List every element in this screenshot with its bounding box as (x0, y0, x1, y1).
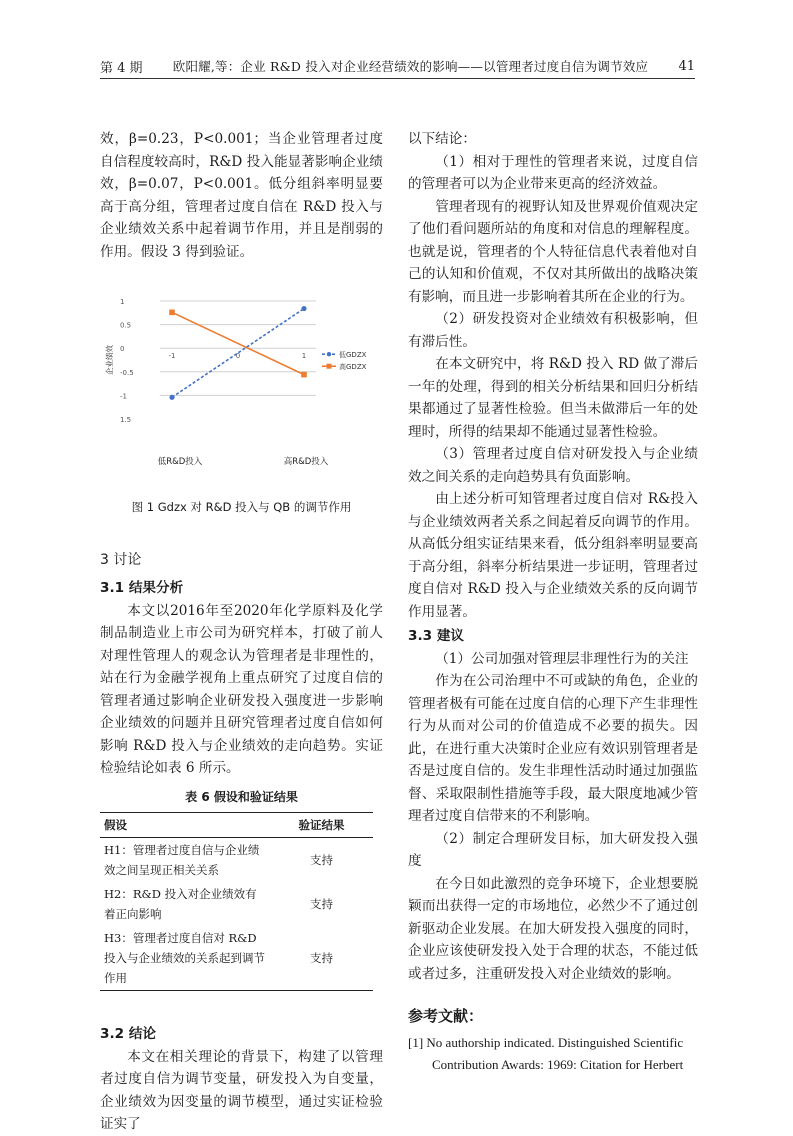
table-cell-result: 支持 (270, 926, 373, 991)
interaction-chart (100, 279, 383, 484)
figure-1 (100, 279, 383, 484)
chart-y-tick-label: 1 (120, 298, 125, 306)
chart-y-tick-label: 0 (120, 345, 125, 354)
chart-legend-marker (327, 364, 332, 369)
chart-point (301, 372, 307, 378)
table-cell-hypothesis: H3：管理者过度自信对 R&D 投入与企业绩效的关系起到调节作用 (100, 926, 270, 991)
chart-legend-label: 高GDZX (339, 363, 367, 372)
chart-y-tick-label: 1.5 (120, 416, 132, 424)
chart-x-tick-label: -1 (168, 352, 176, 361)
table-cell-result: 支持 (310, 897, 333, 911)
page-number: 41 (678, 58, 695, 74)
references-heading: 参考文献： (408, 1007, 484, 1025)
conclusion-1: （1）相对于理性的管理者来说，过度自信的管理者可以为企业带来更高的经济效益。 (408, 153, 698, 192)
table-caption: 表 6 假设和验证结果 (185, 789, 298, 804)
table-row (100, 838, 373, 883)
chart-point (169, 395, 174, 400)
suggestion-1-detail: 作为在公司治理中不可或缺的角色，企业的管理者极有可能在过度自信的心理下产生非理性行为从而对公司的价值造成不必要的损失。因此，在进行重大决策时企业应有效识别管理者是否是过度自信的。发生非理性活动时通过加强监督、采取限制性措施等手段，最大限度地减少管理者过度自信带来的不利影响。 (408, 673, 698, 824)
section-3-3-heading: 3.3 建议 (408, 628, 465, 644)
section-3-1-heading: 3.1 结果分析 (100, 580, 184, 596)
table-cell-hypothesis: H2：R&D 投入对企业绩效有着正向影响 (104, 887, 257, 921)
table-row (100, 926, 373, 991)
chart-point (301, 306, 306, 311)
table-header-hypothesis: 假设 (100, 813, 270, 838)
intro-paragraph: 效，β=0.23，P<0.001；当企业管理者过度自信程度较高时，R&D 投入能显著影响企业绩效，β=0.07，P<0.001。低分组斜率明显要高于高分组，管理者过度自信在 R&D 投入与企业绩效关系中起着调节作用，并且是削弱的作用。假设 3 得到验证。 (100, 131, 383, 260)
table-cell-result: 支持 (310, 853, 333, 867)
chart-y-tick-label: -1 (120, 392, 127, 401)
suggestion-1: （1）公司加强对管理层非理性行为的关注 (435, 650, 689, 667)
chart-y-tick-label: -0.5 (120, 368, 134, 377)
left-column (100, 128, 383, 1136)
page-header (100, 56, 695, 76)
suggestion-2: （2）制定合理研发目标，加大研发投入强度 (408, 830, 698, 869)
issue-number: 第 4 期 (100, 60, 143, 76)
chart-category-label: 低R&D投入 (157, 457, 203, 467)
header-rule (100, 78, 695, 79)
chart-point (169, 310, 175, 316)
conclusion-3: （3）管理者过度自信对研发投入与企业绩效之间关系的走向趋势具有负面影响。 (408, 446, 698, 485)
reference-1: [1] No authorship indicated. Distinguished Scientific Contribution Awards: 1969: Citation for Herbert (408, 1034, 684, 1072)
table-row (100, 882, 373, 926)
conclusion-2: （2）研发投资对企业绩效有积极影响，但有滞后性。 (408, 311, 698, 350)
chart-x-tick-label: 0 (235, 352, 241, 361)
table-header-row (100, 813, 373, 838)
table-header-result: 验证结果 (270, 813, 373, 838)
table-cell-hypothesis: H1：管理者过度自信与企业绩效之间呈现正相关关系 (104, 843, 260, 877)
running-title: 欧阳耀,等：企业 R&D 投入对企业经营绩效的影响——以管理者过度自信为调节效应 (172, 59, 649, 74)
chart-legend-label: 低GDZX (339, 351, 367, 360)
chart-y-axis-label: 企业绩效 (105, 345, 114, 375)
chart-x-tick-label: 1 (301, 352, 307, 361)
right-column (408, 128, 698, 1076)
figure-caption: 图 1 Gdzx 对 R&D 投入与 QB 的调节作用 (131, 500, 352, 514)
section-3-2-paragraph: 本文在相关理论的背景下，构建了以管理者过度自信为调节变量，研发投入为自变量，企业绩效为因变量的调节模型，通过实证检验证实了 (100, 1048, 383, 1132)
chart-y-tick-label: 0.5 (120, 321, 132, 330)
section-3-2-heading: 3.2 结论 (100, 1026, 157, 1042)
suggestion-2-detail: 在今日如此激烈的竞争环境下，企业想要脱颖而出获得一定的市场地位，必然少不了通过创新驱动企业发展。在加大研发投入强度的同时，企业应该使研发投入处于合理的状态，不能过低或者过多，注重研发投入对企业绩效的影响。 (408, 875, 698, 982)
conclusion-lead: 以下结论： (408, 131, 476, 147)
chart-category-label: 高R&D投入 (283, 457, 329, 467)
results-table (100, 812, 373, 991)
chart-legend-marker (327, 352, 331, 356)
conclusion-1-detail: 管理者现有的视野认知及世界观价值观决定了他们看问题所站的角度和对信息的理解程度。也就是说，管理者的个人特征信息代表着他对自己的认知和价值观，不仅对其所做出的战略决策有影响，而且进一步影响着其所在企业的行为。 (408, 198, 698, 305)
section-3-1-paragraph: 本文以2016年至2020年化学原料及化学制品制造业上市公司为研究样本，打破了前人对理性管理人的观念认为管理者是非理性的，站在行为金融学视角上重点研究了过度自信的管理者通过影响企业研发投入强度进一步影响企业绩效的问题并且研究管理者过度自信如何影响 R&D 投入与企业绩效的走向趋势。实证检验结论如表 6 所示。 (100, 602, 383, 776)
conclusion-3-detail: 由上述分析可知管理者过度自信对 R&投入与企业绩效两者关系之间起着反向调节的作用。从高低分组实证结果来看，低分组斜率明显要高于高分组，斜率分析结果进一步证明，管理者过度自信对 R&D 投入与企业绩效关系的反向调节作用显著。 (408, 491, 698, 620)
conclusion-2-detail: 在本文研究中，将 R&D 投入 RD 做了滞后一年的处理，得到的相关分析结果和回归分析结果都通过了显著性检验。但当未做滞后一年的处理时，所得的结果却不能通过显著性检验。 (408, 356, 698, 440)
section-3-heading: 3 讨论 (100, 551, 142, 568)
